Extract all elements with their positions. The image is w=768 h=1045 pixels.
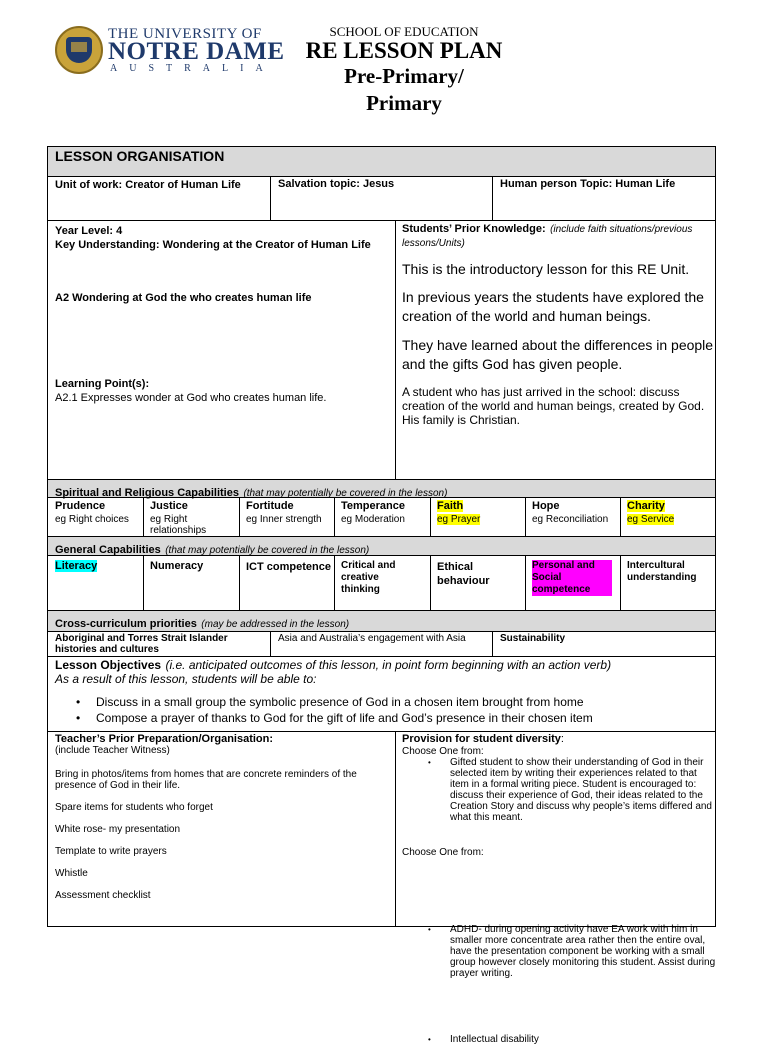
objectives-label: Lesson Objectives	[55, 658, 162, 672]
prior-knowledge-p1: This is the introductory lesson for this RE Unit.	[402, 261, 690, 277]
prudence-label: Prudence	[55, 500, 106, 512]
teacher-item: Spare items for students who forget	[55, 802, 213, 813]
capability-charity	[620, 497, 716, 537]
capability-fortitude	[239, 497, 335, 537]
lesson-organisation-header	[47, 146, 716, 177]
temperance-label: Temperance	[341, 500, 405, 512]
teacher-item: Bring in photos/items from homes that are concrete reminders of the presence of God in their life.	[55, 769, 357, 791]
objective-item: • Compose a prayer of thanks to God for the gift of life and God’s presence in their chosen item	[72, 710, 702, 726]
diversity-item-intellectual: • Intellectual disability	[402, 1034, 718, 1045]
hope-label: Hope	[532, 500, 560, 512]
objectives-intro: As a result of this lesson, students will be able to:	[55, 672, 317, 686]
cross-sustainability	[492, 631, 716, 657]
teacher-item: Assessment checklist	[55, 890, 151, 901]
school-name: SCHOOL OF EDUCATION	[329, 24, 479, 39]
capability-prudence	[47, 497, 144, 537]
lesson-organisation-heading: LESSON ORGANISATION	[55, 148, 225, 164]
diversity-item-gifted: • Gifted student to show their understanding of God in their selected item by writing their experiences related to that item in a formal writing piece. Student is encouraged to: discuss their experience of God, their ideas related to the Creation Story and discuss why people’s items differed and what this meant.	[402, 757, 718, 823]
teacher-note: (include Teacher Witness)	[55, 745, 170, 756]
hope-eg: eg Reconciliation	[532, 514, 609, 525]
unit-of-work-cell	[47, 176, 271, 221]
capability-faith	[430, 497, 526, 537]
university-name-line2: NOTRE DAME	[108, 38, 285, 65]
human-person-topic: Human person Topic: Human Life	[500, 178, 676, 190]
ict-label: ICT competence	[246, 561, 331, 573]
university-name-line1: THE UNIVERSITY OF	[108, 26, 262, 42]
intercultural-label: Intercultural understanding	[627, 560, 697, 583]
aboriginal-label: Aboriginal and Torres Strait Islander histories and cultures	[55, 633, 228, 655]
capability-justice	[143, 497, 240, 537]
salvation-topic: Salvation topic: Jesus	[278, 178, 395, 190]
general-label: General Capabilities	[55, 544, 161, 556]
diversity-choose-2: Choose One from:	[402, 847, 484, 858]
literacy-label: Literacy	[55, 560, 98, 572]
general-intercultural	[620, 555, 716, 611]
temperance-eg: eg Moderation	[341, 514, 405, 525]
diversity-choose-1: Choose One from:	[402, 746, 484, 757]
lesson-objectives-cell	[47, 656, 716, 732]
prior-knowledge-note: (include faith situations/previous lessons/Units)	[402, 224, 693, 249]
prior-knowledge-cell	[395, 220, 716, 480]
numeracy-label: Numeracy	[150, 560, 204, 572]
cross-note: (may be addressed in the lesson)	[201, 619, 350, 630]
year-level-cell	[47, 220, 396, 480]
human-person-topic-cell	[492, 176, 716, 221]
learning-point: A2.1 Expresses wonder at God who creates human life.	[55, 392, 327, 404]
diversity-item-adhd: • ADHD- during opening activity have EA work with him in smaller more concentrate area rather then the entire oval, have the presentation component be working with a small group however closely monitoring this student. Assist during prayer writing.	[402, 924, 718, 979]
page-subtitle-2: Primary	[366, 91, 442, 115]
personal-social-label: Personal and Social competence	[532, 560, 612, 596]
year-level: Year Level: 4	[55, 225, 123, 237]
general-note: (that may potentially be covered in the lesson)	[165, 545, 370, 556]
prior-knowledge-p3: They have learned about the differences in people and the gifts God has given people.	[402, 337, 714, 372]
charity-label: Charity	[627, 500, 665, 512]
charity-eg: eg Service	[627, 514, 675, 525]
key-understanding: Key Understanding: Wondering at the Creator of Human Life	[55, 239, 371, 251]
student-diversity-cell	[395, 731, 716, 1045]
fortitude-label: Fortitude	[246, 500, 294, 512]
general-ethical-behaviour	[430, 555, 526, 611]
a2-statement: A2 Wondering at God the who creates human life	[55, 292, 312, 304]
ethical-behaviour-label: Ethical behaviour	[437, 561, 490, 587]
faith-eg: eg Prayer	[437, 514, 481, 525]
diversity-label: Provision for student diversity:	[402, 733, 564, 745]
asia-label: Asia and Australia’s engagement with Asia	[278, 633, 466, 644]
teacher-label: Teacher’s Prior Preparation/Organisation:	[55, 733, 274, 745]
general-literacy	[47, 555, 144, 611]
cross-curriculum-header	[47, 610, 716, 632]
learning-points-label: Learning Point(s):	[55, 378, 150, 390]
fortitude-eg: eg Inner strength	[246, 514, 322, 525]
cross-label: Cross-curriculum priorities	[55, 618, 197, 630]
justice-eg: eg Right relationships	[150, 514, 207, 536]
cross-aboriginal	[47, 631, 271, 657]
general-personal-social	[525, 555, 621, 611]
teacher-preparation-cell	[47, 731, 396, 927]
general-critical-thinking	[334, 555, 431, 611]
spiritual-note: (that may potentially be covered in the lesson)	[243, 488, 448, 499]
teacher-item: White rose- my presentation	[55, 824, 181, 835]
prudence-eg: eg Right choices	[55, 514, 129, 525]
prior-knowledge-p2: In previous years the students have explored the creation of the world and human beings.	[402, 289, 704, 324]
salvation-topic-cell	[270, 176, 493, 221]
general-numeracy	[143, 555, 240, 611]
teacher-item: Whistle	[55, 868, 88, 879]
prior-knowledge-p4: A student who has just arrived in the school: discuss creation of the world and human beings, created by God. His family is Christian.	[402, 385, 705, 427]
spiritual-capabilities-header	[47, 479, 716, 498]
unit-of-work: Unit of work: Creator of Human Life	[55, 179, 241, 191]
page-subtitle-1: Pre-Primary/	[344, 64, 464, 88]
university-name-line3: AUSTRALIA	[110, 63, 275, 74]
sustainability-label: Sustainability	[500, 633, 566, 644]
prior-knowledge-label: Students’ Prior Knowledge:	[402, 223, 546, 235]
capability-hope	[525, 497, 621, 537]
objective-item: • Discuss in a small group the symbolic presence of God in a chosen item brought from home	[72, 694, 702, 710]
faith-label: Faith	[437, 500, 464, 512]
justice-label: Justice	[150, 500, 188, 512]
objectives-note: (i.e. anticipated outcomes of this lesson, in point form beginning with an action verb)	[165, 658, 612, 672]
page-title: RE LESSON PLAN	[305, 38, 503, 63]
cross-asia	[270, 631, 493, 657]
critical-thinking-label: Critical and creative thinking	[341, 560, 396, 595]
general-capabilities-header	[47, 536, 716, 556]
capability-temperance	[334, 497, 431, 537]
general-ict	[239, 555, 335, 611]
spiritual-label: Spiritual and Religious Capabilities	[55, 487, 239, 499]
teacher-item: Template to write prayers	[55, 846, 167, 857]
